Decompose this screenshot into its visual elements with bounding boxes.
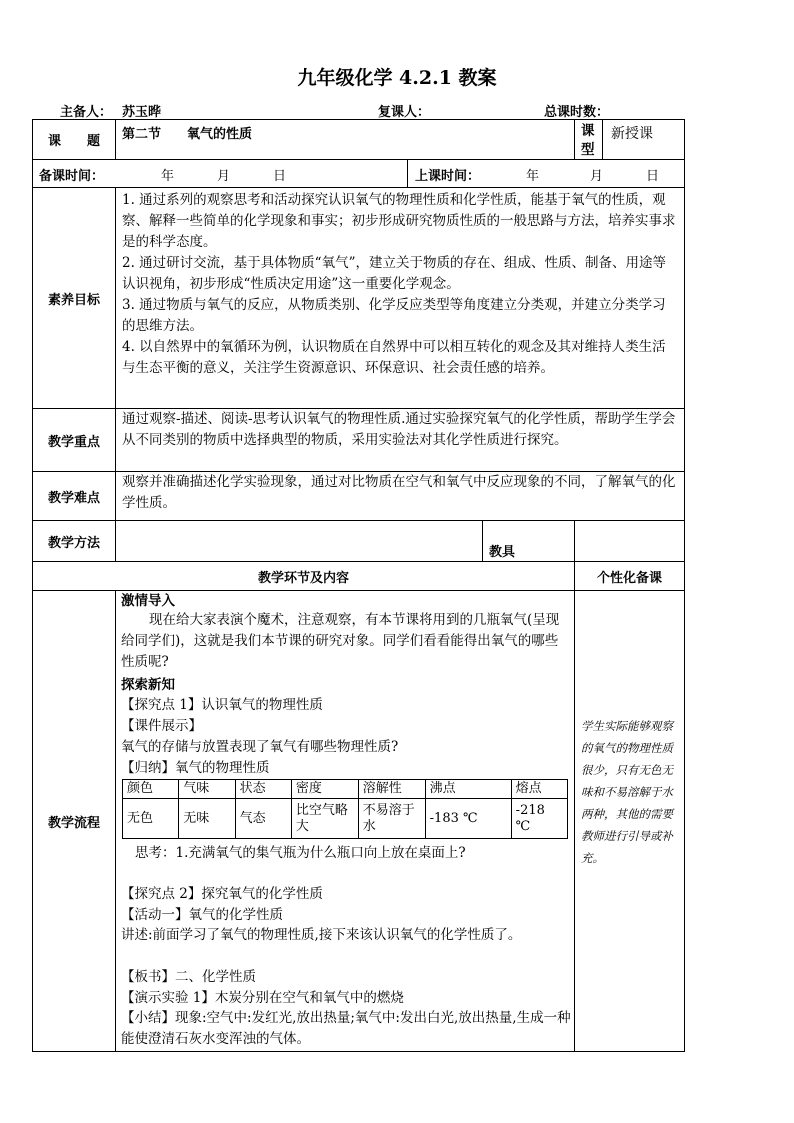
- summary1: 【归纳】氧气的物理性质: [121, 760, 270, 776]
- goal-item: 4. 以自然界中的氧循环为例，认识物质在自然界中可以相互转化的观念及其对维持人类生活与生态平衡的意义，关注学生资源意识、环保意识、社会责任感的培养。: [122, 339, 666, 376]
- process-header-side: 个性化备课: [574, 561, 685, 591]
- table-cell: -183 ℃: [425, 799, 511, 839]
- courseware: 【课件展示】: [121, 718, 202, 734]
- table-cell: 不易溶于水: [358, 799, 425, 839]
- process-header-main: 教学环节及内容: [32, 561, 575, 591]
- difficulties-text: 观察并准确描述化学实验现象，通过对比物质在空气和氧气中反应现象的不同，了解氧气的化学性质。: [122, 474, 676, 511]
- class-month: 月: [590, 169, 604, 184]
- key-points-text: 通过观察-描述、阅读-思考认识氧气的物理性质.通过实验探究氧气的化学性质，帮助学生学会从不同类别的物质中选择典型的物质，采用实验法对其化学性质进行探究。: [122, 411, 676, 448]
- reviewer-label: 复课人：: [378, 105, 431, 120]
- total-hours-label: 总课时数：: [544, 105, 610, 120]
- table-row: [123, 799, 568, 839]
- lesson-type-cell: [602, 119, 685, 160]
- table-header-cell: 气味: [179, 780, 235, 799]
- table-header-cell: 颜色: [123, 780, 179, 799]
- demo1: 【演示实验 1】木炭分别在空气和氧气中的燃烧: [121, 990, 404, 1006]
- table-header-cell: 密度: [291, 780, 358, 799]
- oxygen-properties-table: [122, 779, 568, 839]
- explore-title: 探索新知: [121, 677, 175, 693]
- table-cell: 无色: [123, 799, 179, 839]
- table-row: [123, 780, 568, 799]
- think-question: 思考：1.充满氧气的集气瓶为什么瓶口向上放在桌面上?: [135, 845, 466, 861]
- table-cell: 无味: [179, 799, 235, 839]
- conclusion-text: 【小结】现象:空气中:发红光,放出热量;氧气中:发出白光,放出热量,生成一种能使澄清石灰水变浑浊的气体。: [121, 1010, 571, 1047]
- goals-cell: [115, 187, 685, 409]
- goals-label: 素养目标: [32, 187, 116, 409]
- goal-item: 1. 通过系列的观察思考和活动探究认识氧气的物理性质和化学性质，能基于氧气的性质，观察、解释一些简单的化学现象和事实；初步形成研究物质性质的一般思路与方法，培养实事求是的科学态度。: [122, 192, 676, 250]
- methods-value-cell: [115, 520, 483, 562]
- goal-item: 2. 通过研讨交流，基于具体物质“氧气”，建立关于物质的存在、组成、性质、制备、用途等认识视角，初步形成“性质决定用途”这一重要化学观念。: [122, 255, 666, 292]
- table-header-cell: 状态: [235, 780, 291, 799]
- intro-text: 现在给大家表演个魔术，注意观察，有本节课将用到的几瓶氧气(呈现给同学们)，这就是我们本节课的研究对象。同学们看看能得出氧气的哪些性质呢?: [121, 612, 560, 670]
- table-header-cell: 溶解性: [358, 780, 425, 799]
- document-title: 九年级化学 4.2.1 教案: [297, 67, 497, 89]
- key-points-label: 教学重点: [32, 408, 116, 472]
- class-time-cell: [407, 159, 685, 188]
- prep-month: 月: [217, 169, 231, 184]
- tools-label: 教具: [489, 545, 516, 560]
- methods-label: 教学方法: [32, 520, 116, 562]
- tools-cell: [482, 520, 575, 562]
- point1: 【探究点 1】认识氧气的物理性质: [121, 697, 323, 713]
- lesson-type-label: 课型: [581, 123, 595, 158]
- point2: 【探究点 2】探究氧气的化学性质: [121, 886, 323, 902]
- preparer-label: 主备人：: [60, 105, 113, 120]
- table-cell: 比空气略大: [291, 799, 358, 839]
- preparer-name: 苏玉晔: [122, 105, 162, 120]
- prep-year: 年: [161, 169, 175, 184]
- lesson-type-label-cell: [574, 119, 603, 160]
- lecture-text: 讲述:前面学习了氧气的物理性质,接下来该认识氧气的化学性质了。: [121, 927, 522, 943]
- key-points-cell: [115, 408, 685, 472]
- activity1: 【活动一】氧气的化学性质: [121, 907, 283, 923]
- topic-value: 第二节 氧气的性质: [122, 127, 253, 142]
- process-label: 教学流程: [32, 590, 116, 1052]
- prep-time-label: 备课时间：: [39, 169, 105, 184]
- tools-value-cell: [574, 520, 685, 562]
- topic-label: 课 题: [32, 119, 116, 160]
- difficulties-label: 教学难点: [32, 471, 116, 521]
- table-cell: -218 ℃: [511, 799, 567, 839]
- class-year: 年: [526, 169, 540, 184]
- intro-title: 激情导入: [121, 593, 175, 609]
- class-time-label: 上课时间：: [415, 169, 481, 184]
- goals-list: [122, 190, 678, 379]
- side-note: 学生实际能够观察的氧气的物理性质很少，只有无色无味和不易溶解于水两种，其他的需要教师进行引导或补充。: [581, 719, 673, 865]
- question1: 氧气的存储与放置表现了氧气有哪些物理性质?: [121, 739, 399, 755]
- difficulties-cell: [115, 471, 685, 521]
- board-note: 【板书】二、化学性质: [121, 969, 256, 985]
- goal-item: 3. 通过物质与氧气的反应，从物质类别、化学反应类型等角度建立分类观，并建立分类学习的思维方法。: [122, 297, 666, 334]
- prep-time-cell: [32, 159, 408, 188]
- topic-cell: [115, 119, 575, 160]
- side-note-cell: [574, 590, 685, 1052]
- header-info: [32, 99, 684, 119]
- table-cell: 气态: [235, 799, 291, 839]
- prep-day: 日: [273, 169, 287, 184]
- table-header-cell: 熔点: [511, 780, 567, 799]
- lesson-type-value: 新授课: [611, 126, 653, 142]
- class-day: 日: [646, 169, 660, 184]
- table-header-cell: 沸点: [425, 780, 511, 799]
